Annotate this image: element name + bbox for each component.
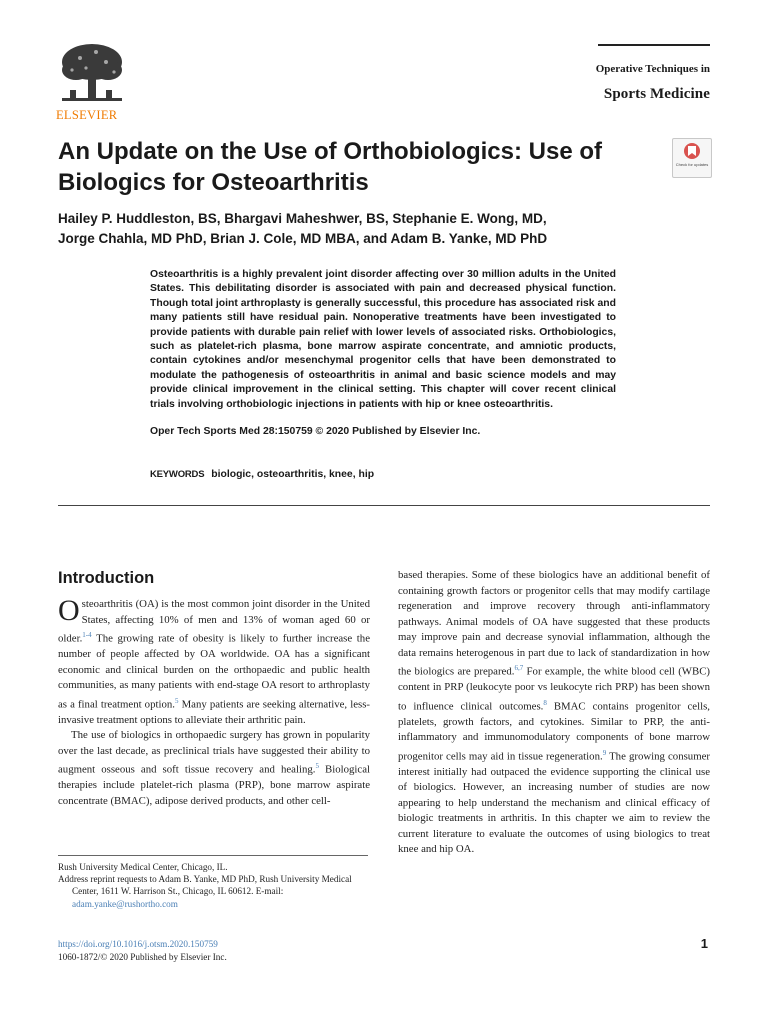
authors-line-1: Hailey P. Huddleston, BS, Bhargavi Maheshwer, BS, Stephanie E. Wong, MD, <box>58 211 547 226</box>
abstract-divider <box>58 505 710 506</box>
reference-link[interactable]: 8 <box>543 698 547 707</box>
authors <box>58 209 668 249</box>
section-heading-introduction: Introduction <box>58 569 155 587</box>
elsevier-tree-logo <box>56 40 128 106</box>
authors-line-2: Jorge Chahla, MD PhD, Brian J. Cole, MD MBA, and Adam B. Yanke, MD PhD <box>58 231 548 246</box>
paragraph-2: The use of biologics in orthopaedic surgery has grown in popularity over the last decade, as preclinical trials have suggested their ability to augment osseous and soft tissue recovery and healing.$^5$ Biological therapies include platelet-rich plasma (PRP), bone marrow aspirate concentrate (BMAC), adipose derived products, and other cell- <box>58 729 370 807</box>
keywords-label: KEYWORDS <box>150 469 205 480</box>
citation: Oper Tech Sports Med 28:150759 © 2020 Published by Elsevier Inc. <box>150 426 481 437</box>
article-title: An Update on the Use of Orthobiologics: Use of Biologics for Osteoarthritis <box>58 138 603 196</box>
reference-link[interactable]: 9 <box>602 748 607 757</box>
body-column-left <box>58 594 370 809</box>
check-for-updates-badge[interactable] <box>672 138 712 178</box>
paragraph-2-continued: based therapies. Some of these biologics have an additional benefit of containing growth factors or progenitor cells that may modify cartilage regeneration and improve recovery through anti-inflammatory pathways. Animal models of OA have suggested that these products may improve pain and decrease synovial inflammation, although the data remains heterogenous in part due to lack of standardization in how the biologics are prepared.$^{6,7}$ For example, the white blood cell (WBC) content in PRP (leukocyte poor vs leukocyte rich PRP) has been shown to influence clinical outcomes.$^8$ BMAC contains progenitor cells, platelets, growth factors, and cytokines. Similar to PRP, the anti-inflammatory and immunomodulatory components of bone marrow progenitor cells may aid in tissue regeneration.$^9$ The growing consumer interest initially had outpaced the evidence supporting the clinical use of biologics. However, an increasing number of studies are now appearing to help understand the mechanism and clinical efficacy of biologic treatments in arthritis. In this chapter we aim to review the current literature to evaluate the outcomes of using biologics to treat knee and hip OA. <box>398 569 711 856</box>
dropcap: O <box>58 594 80 627</box>
reference-link[interactable]: 5 <box>315 762 319 771</box>
reference-link[interactable]: 1-4 <box>82 631 92 639</box>
bookmark-icon <box>673 139 711 163</box>
journal-name-line1: Operative Techniques in <box>595 63 710 75</box>
reprint-request: Address reprint requests to Adam B. Yanke, MD PhD, Rush University Medical Center, 1611 W. Harrison St., Chicago, IL 60612. E-mail: adam.yanke@rushortho.com <box>58 874 352 909</box>
affiliation: Rush University Medical Center, Chicago, IL. <box>58 862 228 872</box>
footnote <box>58 861 370 910</box>
paragraph-1: Osteoarthritis (OA) is the most common joint disorder in the United States, affecting 10% of men and 13% of woman aged 60 or older.$^{1-4}$ The growing rate of obesity is likely to further increase the number of people affected by OA worldwide. OA has a significant economic and clinical burden on the orthopaedic and public health communities, as many patients with end-stage OA resort to arthroplasty as a final treatment option.$^5$ Many patients are seeking alternative, less-invasive treatment options to alleviate their arthritic pain. <box>58 594 370 726</box>
page-number: 1 <box>700 936 708 951</box>
reference-link[interactable]: 5 <box>174 696 179 705</box>
publisher-name: ELSEVIER <box>56 108 118 122</box>
reference-link[interactable]: 6,7 <box>514 664 524 672</box>
abstract: Osteoarthritis is a highly prevalent joint disorder affecting over 30 million adults in the United States. This debilitating disorder is associated with pain and decreased physical function. Though total joint arthroplasty is generally successful, this procedure has associated risk and many patients still have residual pain. Nonoperative treatments have been investigated to provide patients with durable pain relief with lower levels of associated risks. Orthobiologics, such as platelet-rich plasma, bone marrow aspirate concentrate, and amniotic products, contain cytokines and/or mesenchymal progenitor cells that have been demonstrated to modulate the pathogenesis of osteoarthritis in animal and basic science models and may provide clinical improvement in the clinical setting. This chapter will cover recent clinical trials involving orthobiologic injections in patients with hip or knee osteoarthritis. <box>150 269 616 410</box>
journal-rule <box>598 44 710 46</box>
issn-copyright: 1060-1872/© 2020 Published by Elsevier Inc. <box>58 952 227 962</box>
email-link[interactable]: adam.yanke@rushortho.com <box>72 898 178 909</box>
check-for-updates-label: Check for updates <box>675 162 709 167</box>
keywords <box>150 469 374 480</box>
keywords-list: biologic, osteoarthritis, knee, hip <box>211 469 375 480</box>
doi-link[interactable]: https://doi.org/10.1016/j.otsm.2020.150759 <box>58 939 218 949</box>
journal-name-line2: Sports Medicine <box>603 86 710 102</box>
footnote-divider <box>58 855 368 856</box>
body-column-right <box>398 568 710 858</box>
